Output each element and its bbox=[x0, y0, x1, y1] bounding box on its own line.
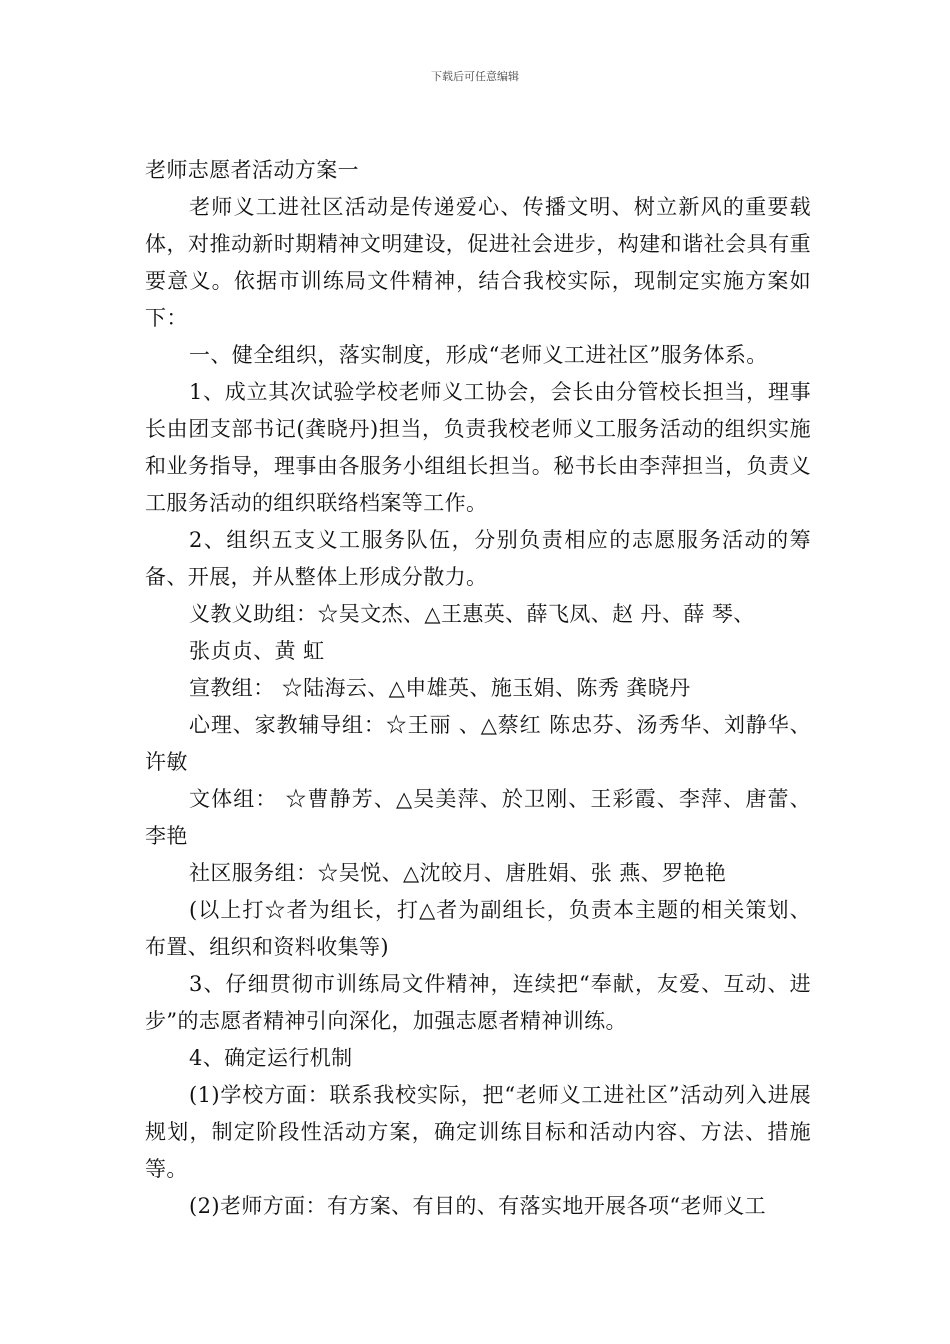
paragraph-group-wenti: 文体组： ☆曹静芳、△吴美萍、於卫刚、王彩霞、李萍、唐蕾、李艳 bbox=[145, 787, 811, 848]
paragraph-group-xinli: 心理、家教辅导组：☆王丽 、△蔡红 陈忠芬、汤秀华、刘静华、许敏 bbox=[145, 713, 811, 774]
paragraph-item-3: 3、仔细贯彻市训练局文件精神，连续把“奉献，友爱、互动、进步”的志愿者精神引向深化，加强志愿者精神训练。 bbox=[145, 972, 811, 1033]
paragraph-item-1: 1、成立其次试验学校老师义工协会，会长由分管校长担当，理事长由团支部书记(龚晓丹)担当，负责我校老师义工服务活动的组织实施和业务指导，理事由各服务小组组长担当。秘书长由李萍担当，负责义工服务活动的组织联络档案等工作。 bbox=[145, 380, 811, 515]
paragraph-item-2: 2、组织五支义工服务队伍，分别负责相应的志愿服务活动的筹备、开展，并从整体上形成分散力。 bbox=[145, 528, 811, 589]
paragraph-group-yijiao-cont: 张贞贞、黄 虹 bbox=[189, 639, 325, 663]
paragraph-group-yijiao: 义教义助组：☆吴文杰、△王惠英、薛飞凤、赵 丹、薛 琴、 bbox=[189, 602, 755, 626]
paragraph-group-xuanjiao: 宣教组： ☆陆海云、△申雄英、施玉娟、陈秀 龚晓丹 bbox=[189, 676, 691, 700]
paragraph-item-4: 4、确定运行机制 bbox=[189, 1046, 353, 1070]
paragraph-item-4-2: (2)老师方面：有方案、有目的、有落实地开展各项“老师义工 bbox=[189, 1194, 767, 1218]
paragraph-intro: 老师义工进社区活动是传递爱心、传播文明、树立新风的重要载体，对推动新时期精神文明建设，促进社会进步，构建和谐社会具有重要意义。依据市训练局文件精神，结合我校实际，现制定实施方案如下： bbox=[145, 195, 811, 330]
document-body bbox=[145, 152, 811, 1225]
paragraph-item-4-1: (1)学校方面：联系我校实际，把“老师义工进社区”活动列入进展规划，制定阶段性活动方案，确定训练目标和活动内容、方法、措施等。 bbox=[145, 1083, 811, 1181]
document-title: 老师志愿者活动方案一 bbox=[145, 158, 359, 182]
paragraph-section-1-heading: 一、健全组织，落实制度，形成“老师义工进社区”服务体系。 bbox=[189, 343, 768, 367]
page-header-note: 下载后可任意编辑 bbox=[431, 70, 519, 83]
paragraph-group-note: (以上打☆者为组长，打△者为副组长，负责本主题的相关策划、布置、组织和资料收集等) bbox=[145, 898, 811, 959]
paragraph-group-shequ: 社区服务组：☆吴悦、△沈皎月、唐胜娟、张 燕、罗艳艳 bbox=[189, 861, 727, 885]
